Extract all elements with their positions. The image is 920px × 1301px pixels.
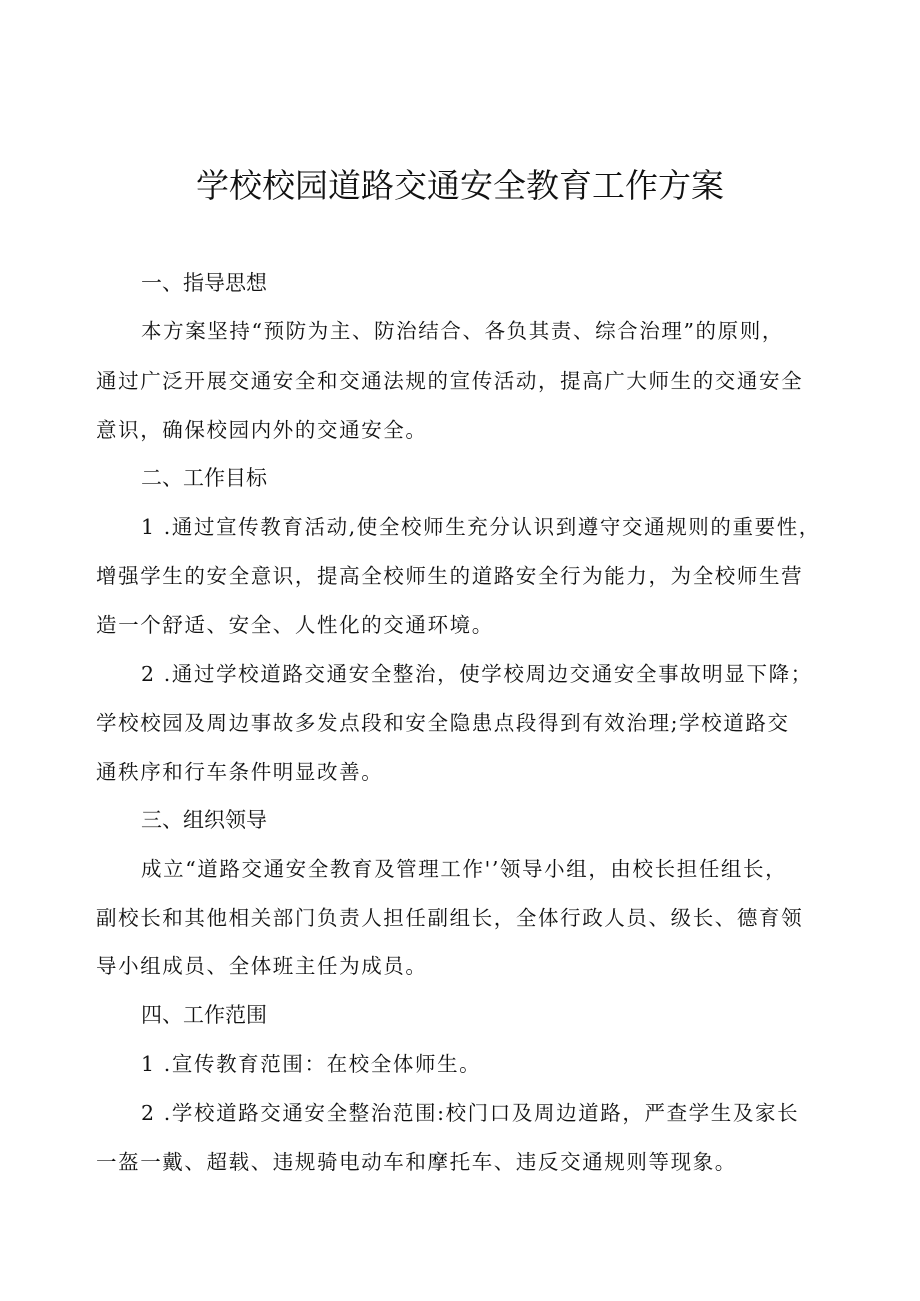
paragraph-line: 1 .宣传教育范围：在校全体师生。: [141, 1052, 482, 1076]
paragraph-line: 副校长和其他相关部门负责人担任副组长，全体行政人员、级长、德育领: [96, 906, 804, 930]
paragraph-line: 学校校园及周边事故多发点段和安全隐患点段得到有效治理;学校道路交: [96, 711, 790, 735]
paragraph-line: 导小组成员、全体班主任为成员。: [96, 954, 428, 978]
document-title: 学校校园道路交通安全教育工作方案: [196, 166, 724, 205]
section-heading-work-goals: 二、工作目标: [141, 466, 267, 490]
paragraph-line: 2 .通过学校道路交通安全整治，使学校周边交通安全事故明显下降；: [141, 662, 813, 686]
paragraph-line: 1 .通过宣传教育活动,使全校师生充分认识到遵守交通规则的重要性，: [141, 515, 821, 539]
paragraph-line: 成立“道路交通安全教育及管理工作'’领导小组，由校长担任组长，: [141, 857, 788, 881]
paragraph-line: 通秩序和行车条件明显改善。: [96, 760, 384, 784]
paragraph-line: 增强学生的安全意识，提高全校师生的道路安全行为能力，为全校师生营: [96, 564, 804, 588]
paragraph-line: 通过广泛开展交通安全和交通法规的宣传活动，提高广大师生的交通安全: [96, 369, 804, 393]
paragraph-line: 意识，确保校园内外的交通安全。: [96, 418, 428, 442]
paragraph-line: 2 .学校道路交通安全整治范围:校门口及周边道路，严查学生及家长: [141, 1101, 800, 1125]
paragraph-line: 一盔一戴、超载、违规骑电动车和摩托车、违反交通规则等现象。: [96, 1150, 737, 1174]
section-heading-guiding-ideology: 一、指导思想: [141, 271, 267, 295]
paragraph-line: 本方案坚持“预防为主、防治结合、各负其责、综合治理”的原则，: [141, 319, 784, 343]
paragraph-line: 造一个舒适、安全、人性化的交通环境。: [96, 613, 494, 637]
section-heading-work-scope: 四、工作范围: [141, 1003, 267, 1027]
section-heading-organization: 三、组织领导: [141, 808, 267, 832]
